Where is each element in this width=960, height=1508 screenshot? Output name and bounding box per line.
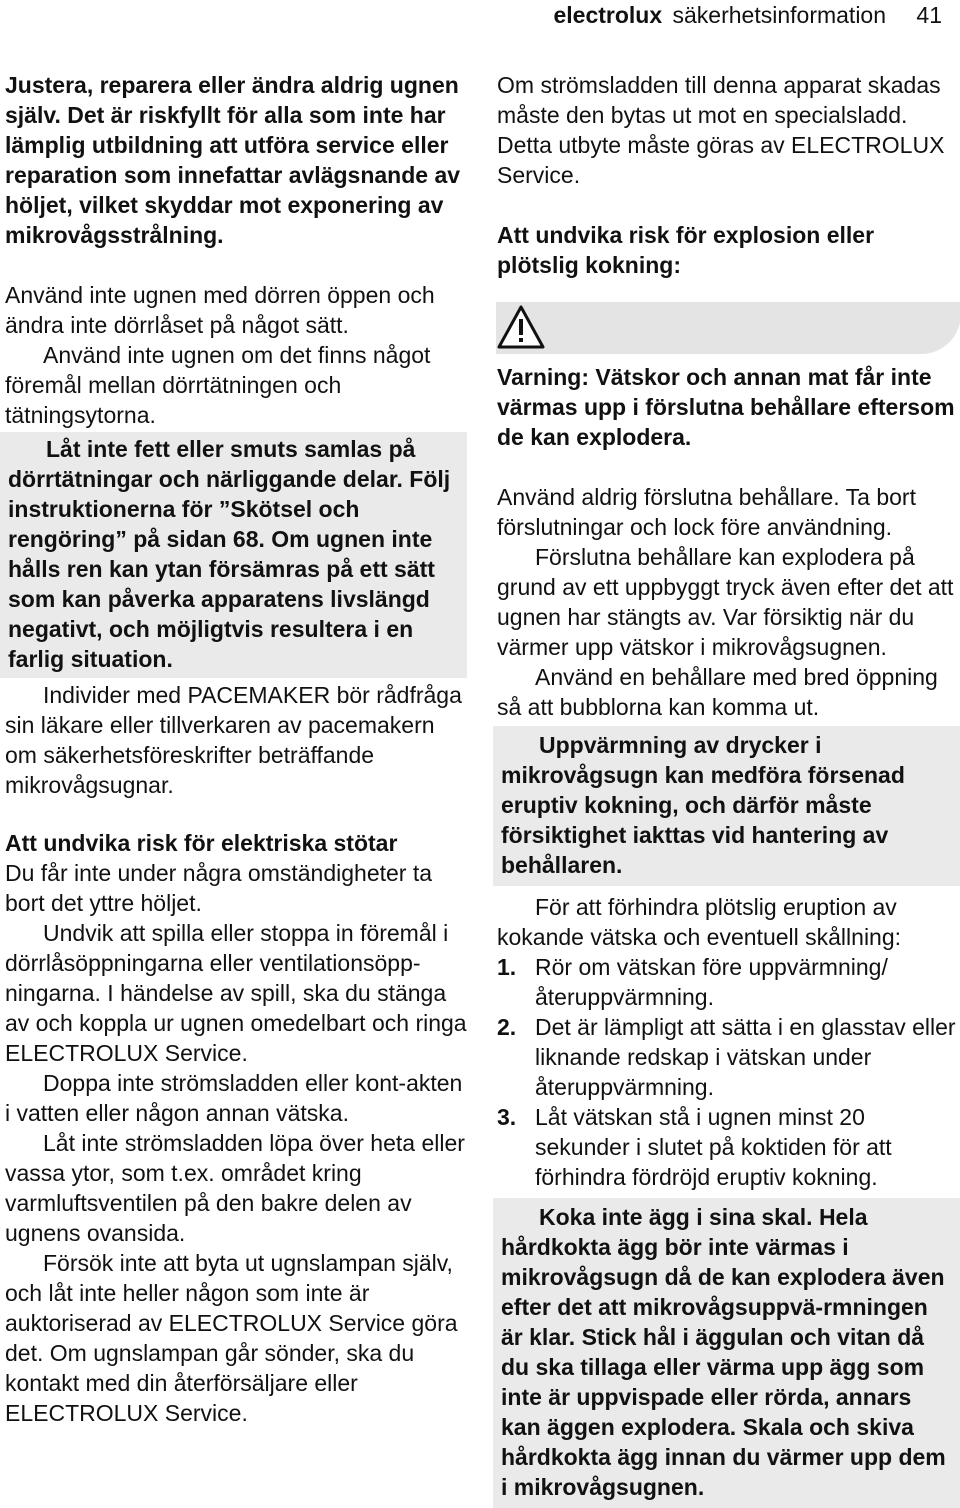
shock-paragraph-3: Doppa inte strömsladden eller kont-akten i vatten eller någon annan vätska. [5,1070,463,1126]
list-item: 1. Rör om vätskan före uppvärmning/ återuppvärmning. [497,954,888,1010]
warning-triangle-icon [496,304,546,350]
drinks-warning-box: Uppvärmning av drycker i mikrovågsugn kan medföra försenad eruptiv kokning, och därför måste försiktighet iakttas vid hantering av behållaren. [493,726,960,886]
eggs-lead: Koka inte ägg i sina skal. [539,1204,813,1230]
section-title: säkerhetsinformation [672,2,887,28]
list-item: 3. Låt vätskan stå i ugnen minst 20 sekunder i slutet på koktiden för att förhindra fördröjd eruptiv kokning. [497,1104,892,1190]
grease-warning-box: Låt inte fett eller smuts samlas på dörrtätningar och närliggande delar. Följ instruktionerna för ”Skötsel och rengöring” på sidan 68. Om ugnen inte hålls ren kan ytan försämras på ett sätt som kan påverka apparatens livslängd negativt, och möjligtvis resultera i en farlig situation. [0,432,467,678]
sealed-paragraph-2: Förslutna behållare kan explodera på grund av ett uppbyggt tryck även efter det att ugnen har stängts av. Var försiktig när du värmer upp vätskor i mikrovågsugnen. [497,544,954,660]
list-item: 2. Det är lämpligt att sätta i en glasstav eller liknande redskap i vätskan under återuppvärmning. [497,1014,956,1100]
prevention-steps [497,952,957,1192]
sealed-paragraph-1: Använd aldrig förslutna behållare. Ta bort förslutningar och lock före användning. [497,484,916,540]
shock-paragraph-2: Undvik att spilla eller stoppa in föremål i dörrlåsöppningarna eller ventilationsöpp-ningarna. I händelse av spill, ska du stänga av och koppla ur ugnen omedelbart och ringa ELECTROLUX Service. [5,920,467,1066]
page-header [553,0,942,30]
door-paragraph-2: Använd inte ugnen om det finns något föremål mellan dörrtätningen och tätningsytorna. [5,342,431,428]
right-column [497,70,957,1508]
shock-heading: Att undvika risk för elektriska stötar [5,830,398,856]
brand-name: electrolux [553,2,663,28]
shock-paragraph-5: Försök inte att byta ut ugnslampan själv, och låt inte heller någon som inte är auktoriserad av ELECTROLUX Service göra det. Om ugnslampan går sönder, ska du kontakt med din återförsäljare eller ELECTROLUX Service. [5,1250,458,1426]
warning-bar [496,302,957,354]
left-column [5,70,467,1428]
warning-text: Varning: Vätskor och annan mat får inte värmas upp i förslutna behållare eftersom de kan explodera. [497,364,955,450]
door-paragraph-1: Använd inte ugnen med dörren öppen och ändra inte dörrlåset på något sätt. [5,282,435,338]
eggs-warning-box [493,1198,960,1508]
cord-paragraph: Om strömsladden till denna apparat skadas måste den bytas ut mot en specialsladd. Detta utbyte måste göras av ELECTROLUX Service. [497,72,945,188]
prevent-intro: För att förhindra plötslig eruption av kokande vätska och eventuell skållning: [497,894,902,950]
shock-paragraph-1: Du får inte under några omständigheter ta bort det yttre höljet. [5,860,433,916]
eggs-text: Hela hårdkokta ägg bör inte värmas i mikrovågsugn då de kan explodera även efter det att mikrovågsuppvä-rmningen är klar. Stick hål i äggulan och vitan då du ska tillaga eller värma upp ägg som inte är uppvispade eller rörda, annars kan äggen explodera. Skala och skiva hårdkokta ägg innan du värmer upp dem i mikrovågsugnen. [501,1204,946,1500]
sealed-paragraph-3: Använd en behållare med bred öppning så att bubblorna kan komma ut. [497,664,938,720]
explosion-heading: Att undvika risk för explosion eller plötslig kokning: [497,222,875,278]
pacemaker-paragraph: Individer med PACEMAKER bör rådfråga sin läkare eller tillverkaren av pacemakern om säkerhetsföreskrifter beträffande mikrovågsugnar. [5,682,462,798]
service-warning: Justera, reparera eller ändra aldrig ugnen själv. Det är riskfyllt för alla som inte har lämplig utbildning att utföra service eller reparation som innefattar avlägsnande av höljet, vilket skyddar mot exponering av mikrovågsstrålning. [5,72,461,248]
shock-paragraph-4: Låt inte strömsladden löpa över heta eller vassa ytor, som t.ex. området kring varmluftsventilen på den bakre delen av ugnens ovansida. [5,1130,465,1246]
page-number: 41 [916,2,942,28]
